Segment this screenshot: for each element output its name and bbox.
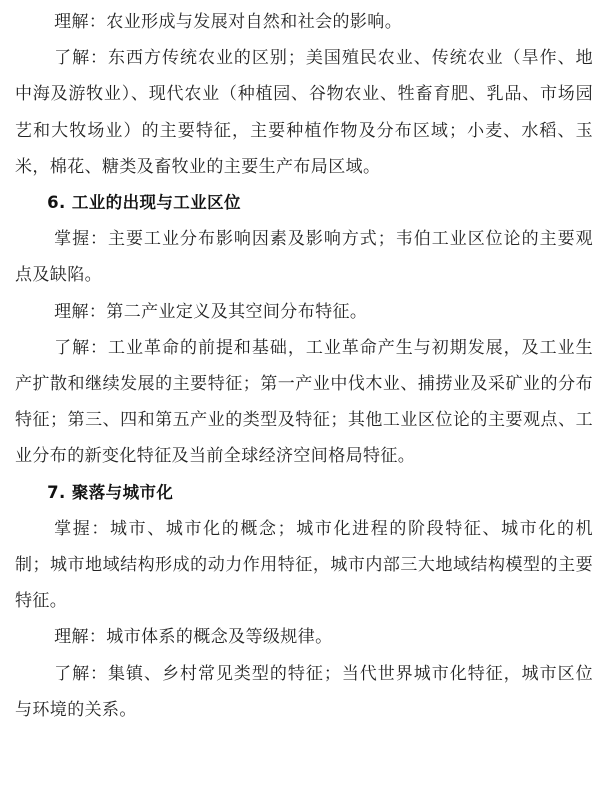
section-6-heading: 6. 工业的出现与工业区位 bbox=[47, 193, 241, 213]
agriculture-understand-paragraph: 理解：农业形成与发展对自然和社会的影响。 bbox=[54, 12, 403, 32]
urban-know-paragraph: 了解：集镇、乡村常见类型的特征；当代世界城市化特征，城市区位与环境的关系。 bbox=[15, 663, 593, 720]
urban-master-paragraph: 掌握：城市、城市化的概念；城市化进程的阶段特征、城市化的机制；城市地域结构形成的动力作用特征，城市内部三大地域结构模型的主要特征。 bbox=[15, 518, 593, 612]
industry-understand-paragraph: 理解：第二产业定义及其空间分布特征。 bbox=[54, 301, 368, 322]
document-page bbox=[15, 4, 593, 728]
industry-master-paragraph: 掌握：主要工业分布影响因素及影响方式；韦伯工业区位论的主要观点及缺陷。 bbox=[15, 229, 593, 286]
urban-understand-paragraph: 理解：城市体系的概念及等级规律。 bbox=[54, 627, 333, 648]
agriculture-know-paragraph: 了解：东西方传统农业的区别；美国殖民农业、传统农业（旱作、地中海及游牧业）、现代农业（种植园、谷物农业、牲畜育肥、乳品、市场园艺和大牧场业）的主要特征，主要种植作物及分布区域；小麦、水稻、玉米，棉花、糖类及畜牧业的主要生产布局区域。 bbox=[15, 48, 593, 177]
industry-know-paragraph: 了解：工业革命的前提和基础，工业革命产生与初期发展，及工业生产扩散和继续发展的主要特征；第一产业中伐木业、捕捞业及采矿业的分布特征；第三、四和第五产业的类型及特征；其他工业区位论的主要观点、工业分布的新变化特征及当前全球经济空间格局特征。 bbox=[15, 337, 593, 467]
section-7-heading: 7. 聚落与城市化 bbox=[47, 482, 174, 502]
